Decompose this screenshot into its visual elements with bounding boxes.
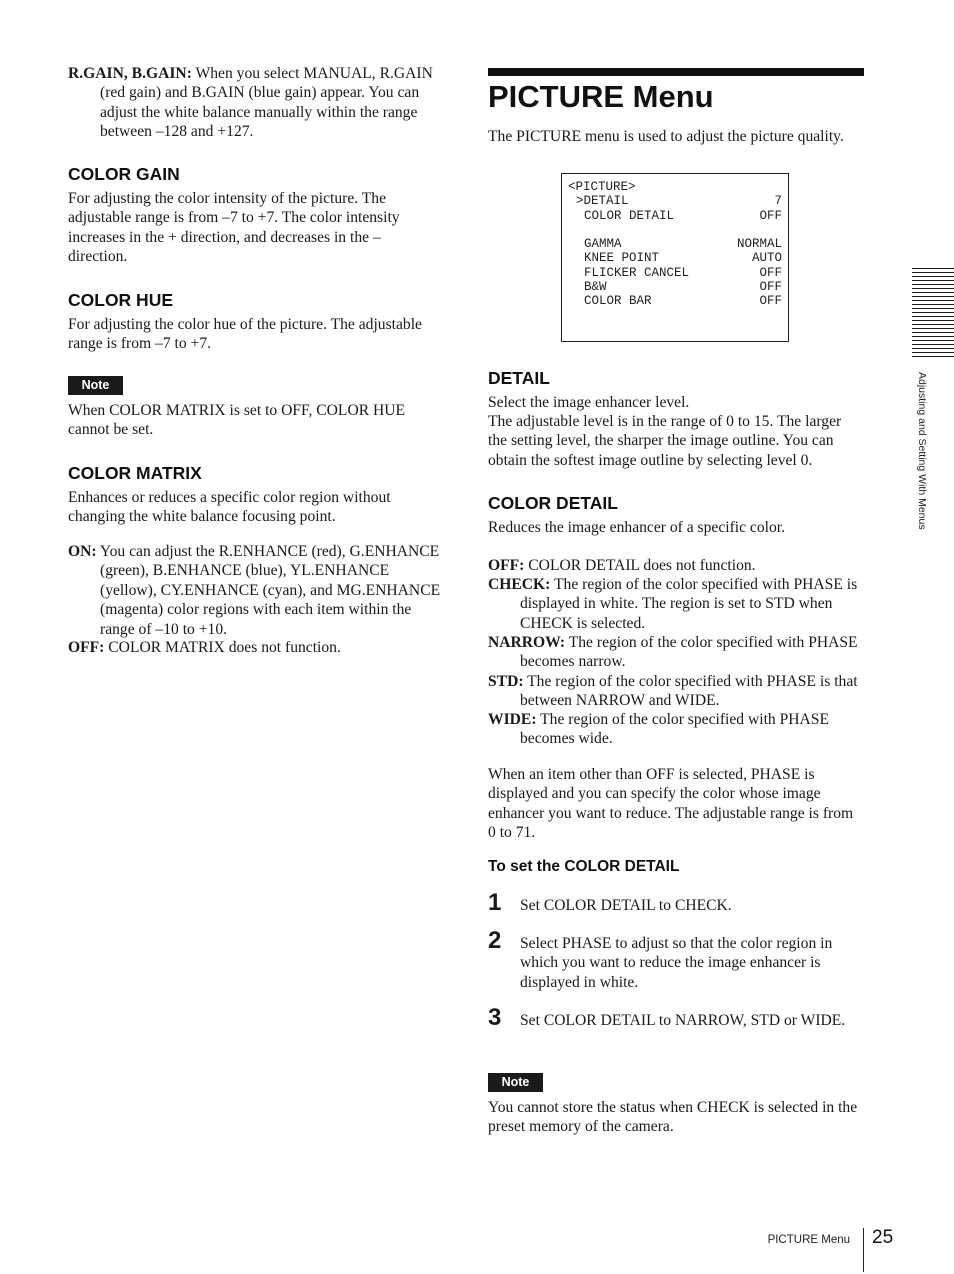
color-matrix-heading: COLOR MATRIX [68, 463, 202, 483]
step-number: 1 [488, 889, 502, 916]
color-detail-heading: COLOR DETAIL [488, 493, 618, 513]
note-label: Note [488, 1073, 543, 1092]
color-matrix-on-definition [68, 542, 443, 639]
side-tab-lines [912, 268, 954, 360]
phase-text: When an item other than OFF is selected, PHASE is displayed and you can specify the color whose image enhancer you want to reduce. The adjustable range is from 0 to 71. [488, 766, 854, 842]
step-text: Set COLOR DETAIL to NARROW, STD or WIDE. [520, 1012, 846, 1029]
detail-text-2: The adjustable level is in the range of 0 to 15. The larger the setting level, the sharper the image outline. You can obtain the softest image outline by selecting level 0. [488, 413, 842, 469]
detail-heading: DETAIL [488, 368, 550, 388]
def-std: STD: The region of the color specified with PHASE is that between NARROW and WIDE. [488, 673, 858, 710]
osd-row: FLICKER CANCEL OFF [584, 265, 782, 280]
note-text: When COLOR MATRIX is set to OFF, COLOR HUE cannot be set. [68, 402, 406, 439]
on-text: You can adjust the R.ENHANCE (red), G.ENHANCE (green), B.ENHANCE (blue), YL.ENHANCE (yellow), CY.ENHANCE (cyan), and MG.ENHANCE (magenta) color regions with each item within the range of –10 to +10. [99, 543, 441, 638]
page-title: PICTURE Menu [488, 79, 714, 114]
note-text: You cannot store the status when CHECK is selected in the preset memory of the camera. [488, 1099, 858, 1136]
intro-text: The PICTURE menu is used to adjust the picture quality. [488, 128, 844, 145]
page-number: 25 [872, 1227, 894, 1248]
rgain-term: R.GAIN, B.GAIN: [68, 65, 192, 82]
osd-row: COLOR BAR OFF [584, 294, 782, 309]
def-off: OFF: COLOR DETAIL does not function. [488, 557, 756, 574]
osd-menu-screen [561, 173, 789, 342]
color-gain-heading: COLOR GAIN [68, 164, 180, 184]
color-detail-intro: Reduces the image enhancer of a specific color. [488, 519, 786, 536]
step-number: 3 [488, 1004, 502, 1031]
step-3 [488, 1004, 864, 1031]
osd-row: COLOR DETAIL OFF [584, 208, 782, 223]
osd-row: KNEE POINT AUTO [584, 251, 782, 266]
color-matrix-off-definition [68, 638, 443, 657]
color-hue-text: For adjusting the color hue of the picture. The adjustable range is from –7 to +7. [68, 316, 422, 353]
def-wide: WIDE: The region of the color specified with PHASE becomes wide. [488, 711, 830, 748]
step-1 [488, 889, 864, 916]
off-term: OFF: [68, 639, 105, 656]
detail-text-1: Select the image enhancer level. [488, 394, 690, 411]
osd-header: <PICTURE> [568, 180, 636, 194]
osd-row: B&W OFF [584, 280, 782, 295]
color-matrix-text: Enhances or reduces a specific color region without changing the white balance focusing point. [68, 489, 391, 526]
rgain-definition [68, 64, 443, 142]
osd-row: >DETAIL 7 [576, 194, 782, 209]
step-text: Set COLOR DETAIL to CHECK. [520, 897, 732, 914]
osd-row: GAMMA NORMAL [584, 237, 782, 252]
step-2 [488, 927, 864, 992]
def-check: CHECK: The region of the color specified with PHASE is displayed in white. The region is set to STD when CHECK is selected. [488, 576, 858, 632]
footer-divider [863, 1228, 864, 1272]
rgain-text: When you select MANUAL, R.GAIN (red gain) and B.GAIN (blue gain) appear. You can adjust the white balance manually within the range between –128 and +127. [100, 65, 433, 141]
note-badge [68, 375, 443, 395]
off-text: COLOR MATRIX does not function. [108, 639, 341, 656]
def-narrow: NARROW: The region of the color specified with PHASE becomes narrow. [488, 634, 858, 671]
title-rule [488, 68, 864, 76]
note-badge [488, 1072, 864, 1092]
note-label: Note [68, 376, 123, 395]
to-set-heading: To set the COLOR DETAIL [488, 858, 680, 875]
side-tab-label: Adjusting and Setting With Menus [916, 372, 928, 530]
color-hue-heading: COLOR HUE [68, 290, 173, 310]
step-text: Select PHASE to adjust so that the color region in which you want to reduce the image enhancer is displayed in white. [520, 935, 833, 991]
step-number: 2 [488, 927, 502, 954]
osd-spacer [568, 223, 782, 237]
on-term: ON: [68, 543, 97, 560]
color-gain-text: For adjusting the color intensity of the picture. The adjustable range is from –7 to +7. The color intensity increases in the + direction, and decreases in the – direction. [68, 190, 400, 266]
footer-section-title: PICTURE Menu [767, 1234, 850, 1246]
